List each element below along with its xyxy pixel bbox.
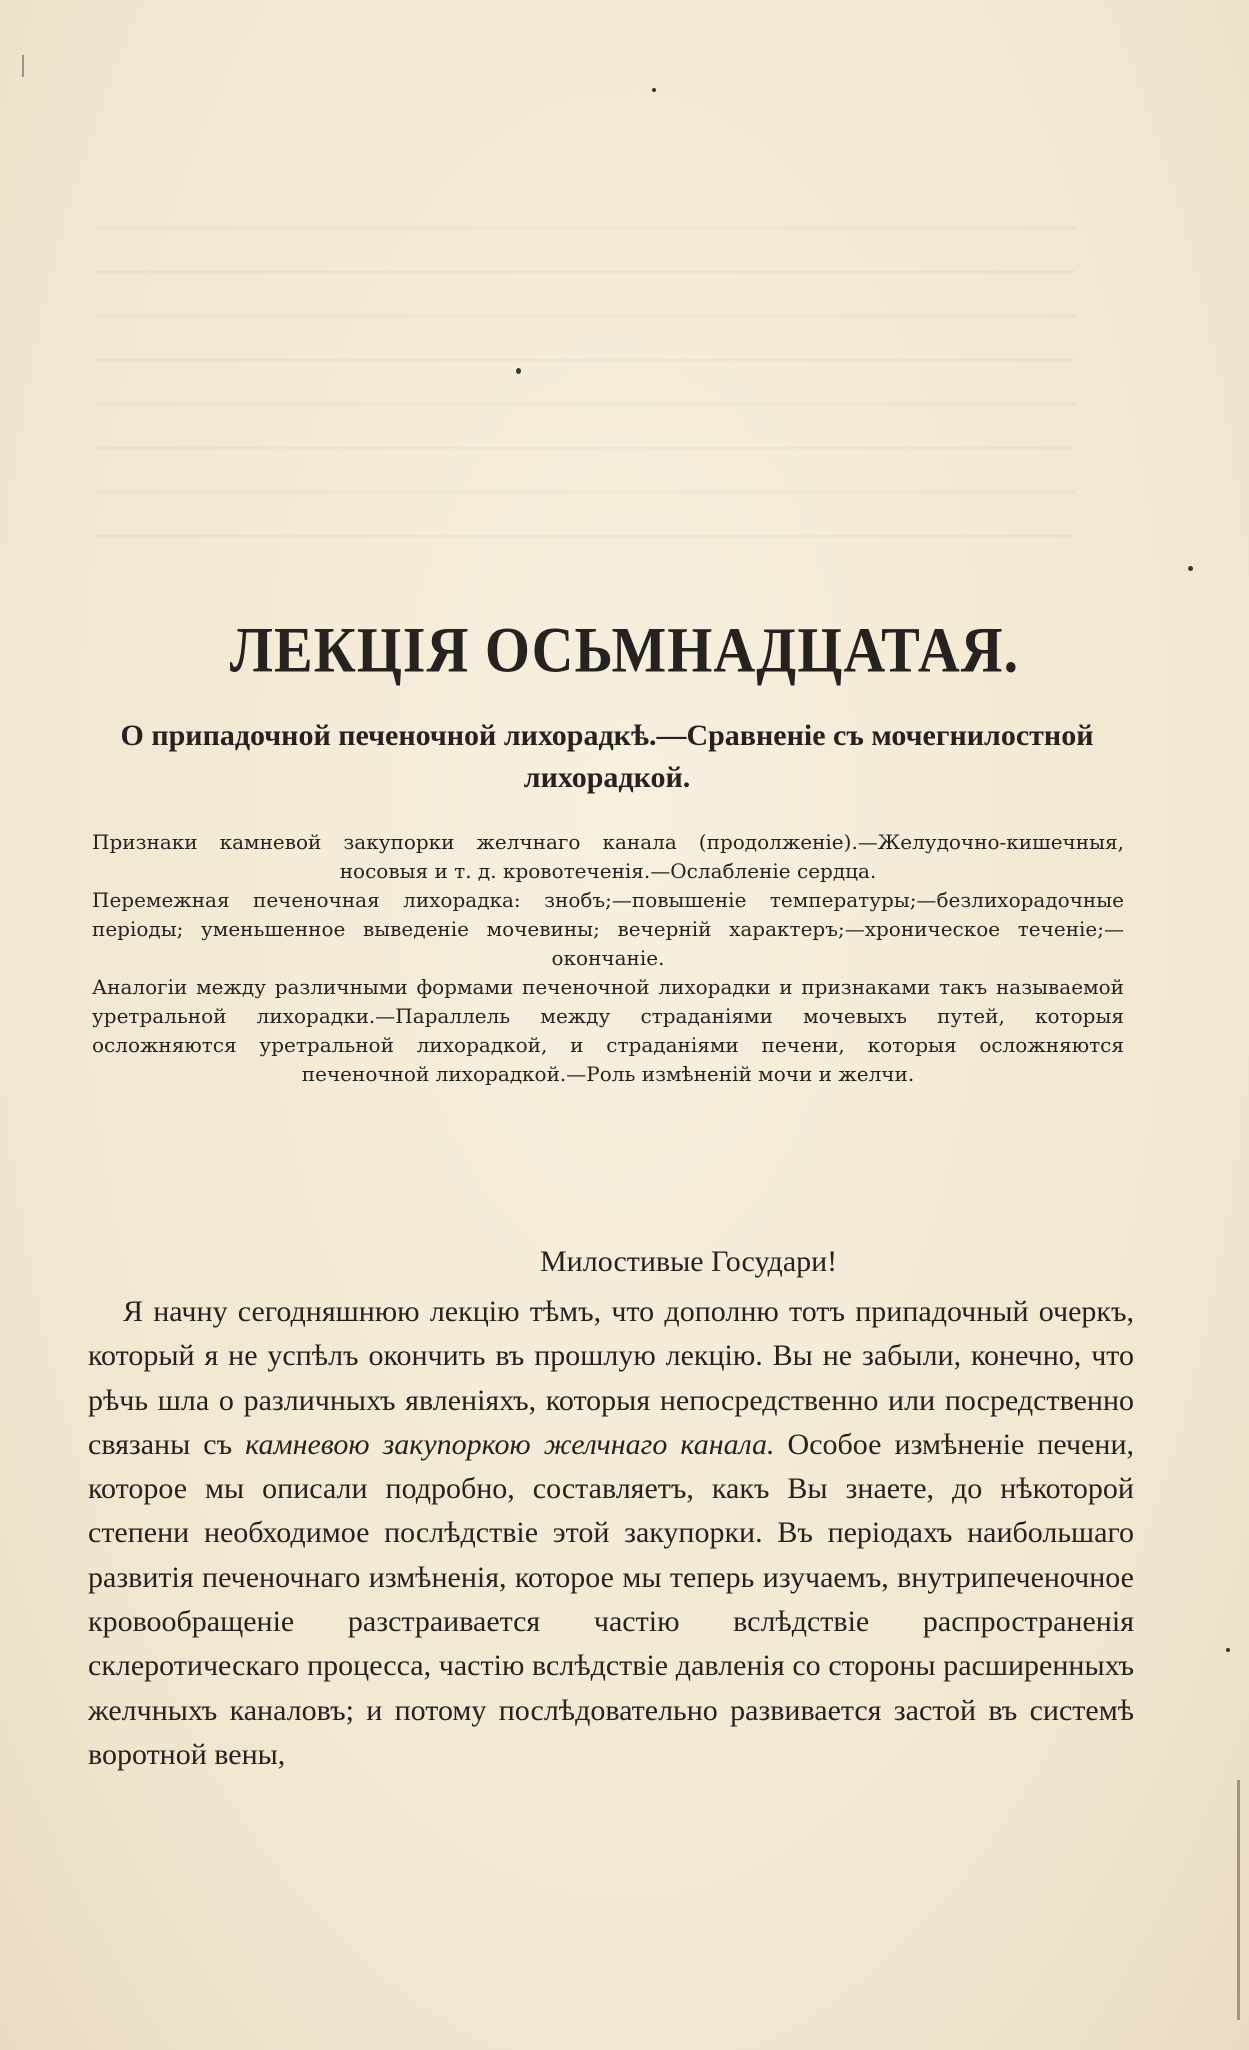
lecture-summary [92, 828, 1124, 1089]
ink-speck [1188, 566, 1193, 571]
left-edge-mark [22, 55, 24, 77]
body-emphasis: камневою закупоркою желчнаго канала. [245, 1427, 775, 1461]
lecture-subtitle: О припадочной печеночной лихорадкѣ.—Сравненіе съ мочегнилостной лихорадкой. [120, 719, 1094, 794]
ink-speck [1226, 1648, 1230, 1652]
summary-paragraph: Аналогіи между различными формами печеночной лихорадки и признаками такъ называемой уретральной лихорадки.—Параллель между страданіями мочевыхъ путей, которыя осложняются уретральной лихорадкой, и страданіями печени, которыя осложняются печеночной лихорадкой.—Роль измѣненій мочи и желчи. [92, 975, 1124, 1086]
salutation: Милостивые Государи! [540, 1245, 838, 1278]
body-text-after: Особое измѣненіе печени, которое мы описали подробно, составляетъ, какъ Вы знаете, до нѣкоторой степени необходимое послѣдствіе этой закупорки. Въ періодахъ наибольшаго развитія печеночнаго измѣненія, которое мы теперь изучаемъ, внутрипеченочное кровообращеніе разстраивается частію вслѣдствіе распространенія склеротическаго процесса, частію вслѣдствіе давленія со стороны расширенныхъ желчныхъ каналовъ; и потому послѣдовательно развивается застой въ системѣ воротной вены, [88, 1427, 1135, 1771]
summary-paragraph: Перемежная печеночная лихорадка: знобъ;—повышеніе температуры;—безлихорадочные періоды; уменьшенное выведеніе мочевины; вечерній характеръ;—хроническое теченіе;—окончаніе. [92, 888, 1124, 970]
body-paragraph [88, 1290, 1134, 1777]
ink-speck [516, 368, 521, 374]
body-text-before: Я начну сегодняшнюю лекцію тѣмъ, что дополню тотъ припадочный очеркъ, который я не успѣлъ окончить въ прошлую лекцію. Вы не забыли, конечно, что рѣчь шла о различныхъ явленіяхъ, которыя непосредственно или посредственно связаны съ [88, 1295, 1134, 1461]
summary-paragraph: Признаки камневой закупорки желчнаго канала (продолженіе).—Желудочно-кишечныя, носовыя и т. д. кровотеченія.—Ослабленіе сердца. [92, 830, 1124, 883]
lecture-title: ЛЕКЦIЯ ОСЬМНАДЦАТАЯ. [229, 613, 1020, 686]
ink-speck [652, 88, 656, 92]
right-edge-mark [1237, 1780, 1240, 2020]
reverse-side-bleed-through [95, 200, 1075, 570]
